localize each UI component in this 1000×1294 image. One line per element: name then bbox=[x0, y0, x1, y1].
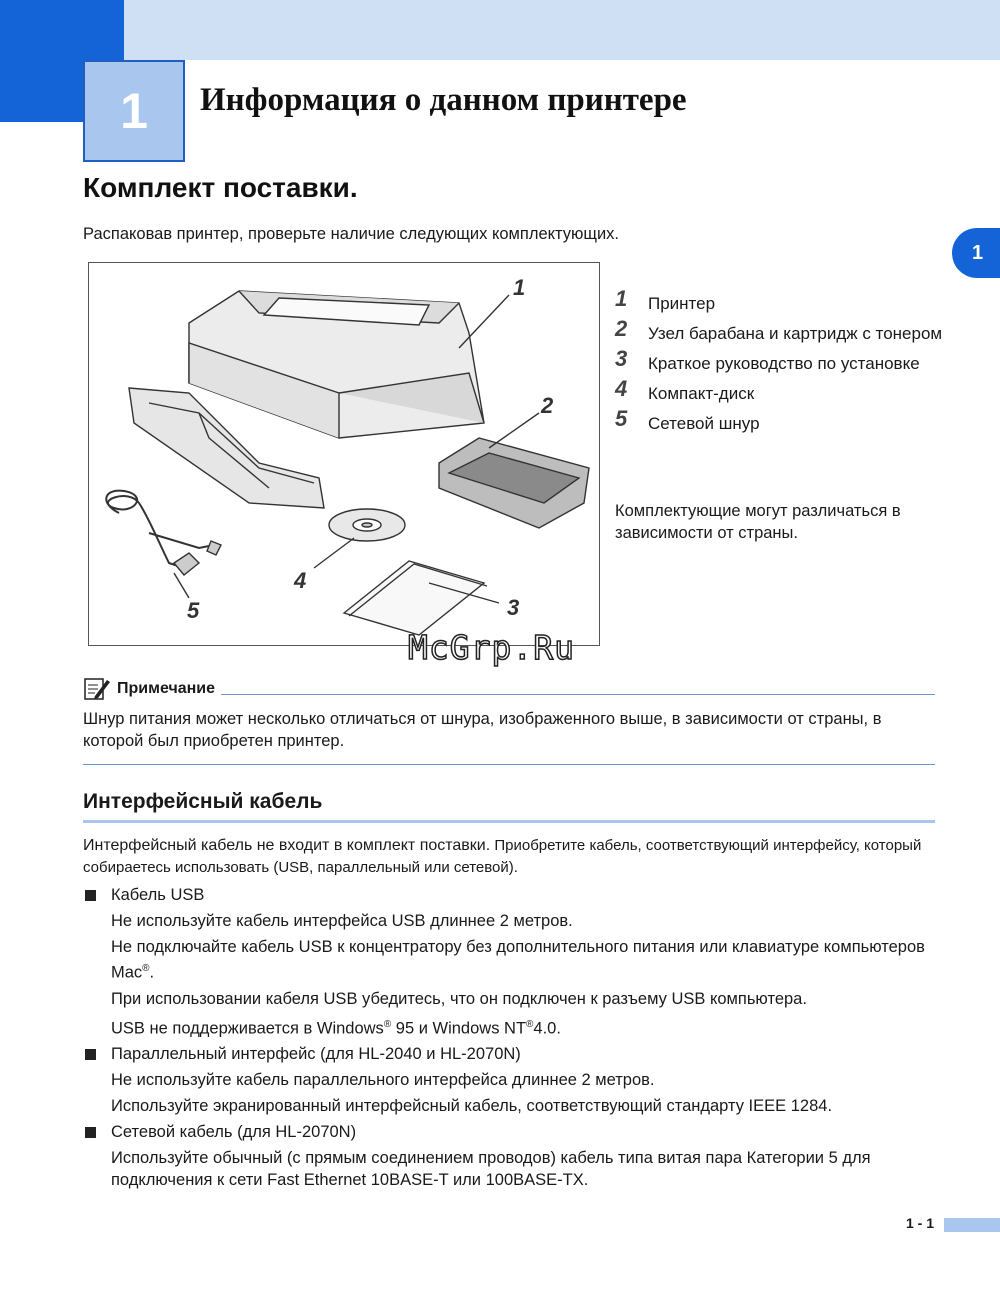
note-label: Примечание bbox=[117, 680, 216, 697]
cable-list bbox=[83, 884, 935, 1195]
list-item-number: 3 bbox=[615, 346, 628, 371]
list-item bbox=[615, 318, 945, 344]
usb-hub-text: Не подключайте кабель USB к концентратору без дополнительного питания или клавиатуре компьютеров Mac®. bbox=[111, 938, 925, 982]
list-item-number: 4 bbox=[615, 376, 628, 401]
note-header bbox=[83, 676, 935, 702]
callout-3: 3 bbox=[507, 595, 520, 620]
note-pencil-icon bbox=[83, 676, 111, 702]
list-item bbox=[615, 408, 945, 434]
power-cord-illustration bbox=[106, 491, 184, 568]
page-number-bar bbox=[944, 1218, 1000, 1232]
list-item-number: 1 bbox=[615, 286, 628, 311]
list-item-text: Принтер bbox=[648, 294, 716, 313]
list-item-text: Сетевой шнур bbox=[648, 414, 760, 433]
list-item-number: 5 bbox=[615, 406, 628, 431]
side-tab-label: 1 bbox=[972, 241, 984, 264]
interface-intro bbox=[83, 835, 935, 879]
callout-5: 5 bbox=[187, 598, 200, 623]
chapter-side-tab[interactable] bbox=[952, 228, 1000, 278]
list-item-number: 2 bbox=[615, 316, 628, 341]
usb-length-text: Не используйте кабель интерфейса USB длиннее 2 метров. bbox=[111, 912, 573, 930]
heading-underline bbox=[83, 820, 935, 823]
section-title: Комплект поставки. bbox=[83, 172, 358, 203]
note-divider bbox=[221, 694, 935, 695]
interface-intro-a: Интерфейсный кабель не входит в комплект поставки. bbox=[83, 837, 491, 854]
bullet-square-icon bbox=[85, 890, 96, 901]
list-item bbox=[615, 378, 945, 404]
network-cable-text: Используйте обычный (с прямым соединением проводов) кабель типа витая пара Категории 5 для подключения к сети Fast Ethernet 10BASE-T или 100BASE-TX. bbox=[111, 1149, 871, 1189]
list-item bbox=[615, 288, 945, 314]
package-contents-figure bbox=[88, 262, 600, 646]
list-item-text: Узел барабана и картридж с тонером bbox=[648, 324, 943, 343]
section-intro: Распаковав принтер, проверьте наличие следующих комплектующих. bbox=[83, 225, 620, 243]
contents-list bbox=[615, 288, 945, 438]
bullet-usb: Кабель USB bbox=[83, 884, 935, 906]
list-item bbox=[615, 348, 945, 374]
usb-port-text: При использовании кабеля USB убедитесь, что он подключен к разъему USB компьютера. bbox=[111, 989, 807, 1008]
usb-windows-text: USB не поддерживается в Windows® 95 и Windows NT®4.0. bbox=[111, 1018, 561, 1037]
header-band bbox=[0, 0, 1000, 60]
list-item-text: Краткое руководство по установке bbox=[648, 354, 920, 373]
callout-1: 1 bbox=[513, 275, 526, 300]
page-number: 1 - 1 bbox=[906, 1215, 935, 1231]
chapter-number: 1 bbox=[120, 83, 148, 139]
list-item-text: Компакт-диск bbox=[648, 384, 755, 403]
note-text: Шнур питания может несколько отличаться от шнура, изображенного выше, в зависимости от страны, в которой был приобретен принтер. bbox=[83, 710, 882, 750]
callout-2: 2 bbox=[541, 393, 554, 418]
interface-intro-b: Приобретите кабель, соответствующий интерфейсу, который собираетесь использовать (USB, параллельный или сетевой). bbox=[83, 837, 922, 876]
bullet-network: Сетевой кабель (для HL-2070N) bbox=[83, 1121, 935, 1143]
parallel-length-text: Не используйте кабель параллельного интерфейса длиннее 2 метров. bbox=[111, 1071, 655, 1089]
contents-variation-note: Комплектующие могут различаться в зависимости от страны. bbox=[615, 502, 901, 542]
package-illustration bbox=[89, 263, 601, 647]
chapter-title: Информация о данном принтере bbox=[200, 82, 687, 118]
bullet-parallel: Параллельный интерфейс (для HL-2040 и HL-2070N) bbox=[83, 1043, 935, 1065]
watermark-text: McGrp.Ru bbox=[408, 628, 575, 667]
bullet-square-icon bbox=[85, 1127, 96, 1138]
interface-cable-heading: Интерфейсный кабель bbox=[83, 790, 323, 813]
parallel-shield-text: Используйте экранированный интерфейсный кабель, соответствующий стандарту IEEE 1284. bbox=[111, 1097, 833, 1115]
bullet-square-icon bbox=[85, 1049, 96, 1060]
note-end-divider bbox=[83, 764, 935, 765]
callout-4: 4 bbox=[294, 568, 307, 593]
chapter-number-box bbox=[83, 60, 185, 162]
guide-booklet-illustration bbox=[344, 561, 484, 635]
